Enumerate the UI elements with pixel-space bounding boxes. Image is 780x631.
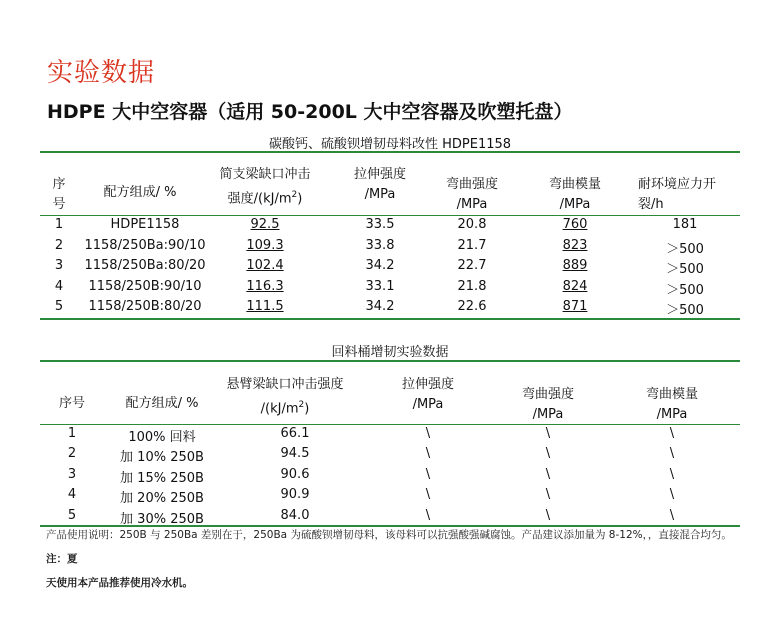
cell-impact: 90.6: [280, 466, 310, 482]
cell-flex-modulus: \: [669, 466, 675, 482]
cell-impact: 94.5: [280, 446, 310, 462]
cell-flex-strength: \: [545, 426, 551, 441]
cell-formula: 1158/250B:80/20: [88, 299, 202, 314]
cell-formula: 100% 回料: [128, 430, 196, 445]
table2-header-impact: 悬臂梁缺口冲击强度 $/(kJ/m^2)$: [226, 377, 344, 417]
cell-escr: ＞500: [666, 303, 704, 318]
cell-impact: 102.4: [246, 258, 284, 273]
cell-escr: ＞500: [666, 241, 704, 257]
cell-flex-modulus: \: [669, 487, 675, 503]
cell-tensile: \: [425, 507, 431, 523]
cell-flex-modulus: \: [669, 507, 675, 523]
cell-flex-strength: \: [545, 487, 551, 503]
cell-flex-modulus: \: [669, 446, 675, 462]
cell-tensile: \: [425, 487, 431, 503]
cell-flex-strength: 22.6: [457, 299, 487, 314]
table2-header-formula: 配方组成/ %: [125, 396, 199, 411]
cell-flex-modulus: \: [669, 426, 675, 441]
cell-impact: 66.1: [280, 426, 310, 441]
cell-seq: 5: [67, 507, 77, 523]
table2-header-flex-modulus: 弯曲模量 /MPa: [645, 387, 698, 422]
cell-flex-modulus: 871: [562, 299, 588, 314]
cell-flex-strength: 21.8: [457, 278, 487, 294]
cell-seq: 4: [54, 278, 64, 294]
cell-seq: 3: [54, 258, 64, 273]
table2-top-rule: [40, 360, 740, 362]
cell-seq: 2: [67, 446, 77, 462]
cell-flex-strength: 21.7: [457, 237, 487, 253]
table1-header-seq: 序 号: [52, 177, 66, 212]
cell-escr: ＞500: [666, 262, 704, 277]
cell-tensile: \: [425, 446, 431, 462]
cell-flex-modulus: 889: [562, 258, 588, 273]
cell-escr: 181: [672, 217, 698, 232]
cell-impact: 116.3: [246, 278, 284, 294]
cell-formula: 加 20% 250B: [120, 491, 204, 507]
cell-tensile: 34.2: [365, 299, 395, 314]
cell-tensile: 33.8: [365, 237, 395, 253]
cell-seq: 1: [54, 217, 64, 232]
cell-formula: 加 10% 250B: [120, 450, 204, 466]
table1-header-flex-strength: 弯曲强度 /MPa: [445, 177, 498, 212]
cell-impact: 92.5: [250, 217, 280, 232]
cell-formula: 1158/250Ba:90/10: [84, 237, 206, 253]
table2-header-flex-strength: 弯曲强度 /MPa: [521, 387, 574, 422]
table1-header-formula: 配方组成/ %: [103, 185, 177, 200]
table1-header-rule: [40, 215, 740, 216]
cell-impact: 84.0: [280, 507, 310, 523]
cell-formula: HDPE1158: [110, 217, 180, 232]
cell-flex-modulus: 823: [562, 237, 588, 253]
table1-header-escr: 耐环境应力开 裂/h: [638, 177, 717, 212]
table2-header-rule: [40, 424, 740, 425]
table1-header-tensile: 拉伸强度 /MPa: [353, 167, 406, 202]
cell-tensile: 33.1: [365, 278, 395, 294]
cell-flex-strength: 20.8: [457, 217, 487, 232]
cell-formula: 1158/250B:90/10: [88, 278, 202, 294]
cell-flex-strength: \: [545, 507, 551, 523]
cell-seq: 3: [67, 466, 77, 482]
table2-caption: 回料桶增韧实验数据: [331, 345, 449, 360]
cell-formula: 加 15% 250B: [120, 470, 204, 486]
table1-bottom-rule: [40, 318, 740, 320]
cell-tensile: 33.5: [365, 217, 395, 232]
cell-seq: 1: [67, 426, 77, 441]
cell-impact: 90.9: [280, 487, 310, 503]
cell-escr: ＞500: [666, 282, 704, 298]
cell-flex-strength: 22.7: [457, 258, 487, 273]
cell-impact: 109.3: [246, 237, 284, 253]
cell-flex-modulus: 824: [562, 278, 588, 294]
usage-note: 产品使用说明：250B 与 250Ba 差别在于，250Ba 为硫酸钡增韧母料，该母料可以抗强酸强碱腐蚀。产品建议添加量为 8-12%，，直接混合均匀。注：夏 天使用本产品推荐使用冷水机。: [46, 529, 732, 589]
table1-caption: 碳酸钙、硫酸钡增韧母料改性 HDPE1158: [268, 137, 512, 152]
cell-tensile: 34.2: [365, 258, 395, 273]
table1-top-rule: [40, 151, 740, 153]
cell-formula: 1158/250Ba:80/20: [84, 258, 206, 273]
table1-header-impact: 简支梁缺口冲击 强度$/(kJ/m^2)$: [219, 167, 311, 207]
table1-header-flex-modulus: 弯曲模量 /MPa: [548, 177, 601, 212]
cell-tensile: \: [425, 426, 431, 441]
cell-impact: 111.5: [246, 299, 284, 314]
cell-tensile: \: [425, 466, 431, 482]
cell-flex-modulus: 760: [562, 217, 588, 232]
table2-header-tensile: 拉伸强度 /MPa: [401, 377, 454, 412]
document-subtitle: HDPE 大中空容器（适用 50-200L 大中空容器及吹塑托盘）: [47, 101, 573, 123]
cell-seq: 5: [54, 299, 64, 314]
page-title: 实验数据: [47, 58, 156, 88]
cell-flex-strength: \: [545, 446, 551, 462]
cell-seq: 2: [54, 237, 64, 253]
cell-flex-strength: \: [545, 466, 551, 482]
cell-seq: 4: [67, 487, 77, 503]
cell-formula: 加 30% 250B: [120, 511, 204, 527]
table2-header-seq: 序号: [58, 396, 85, 411]
